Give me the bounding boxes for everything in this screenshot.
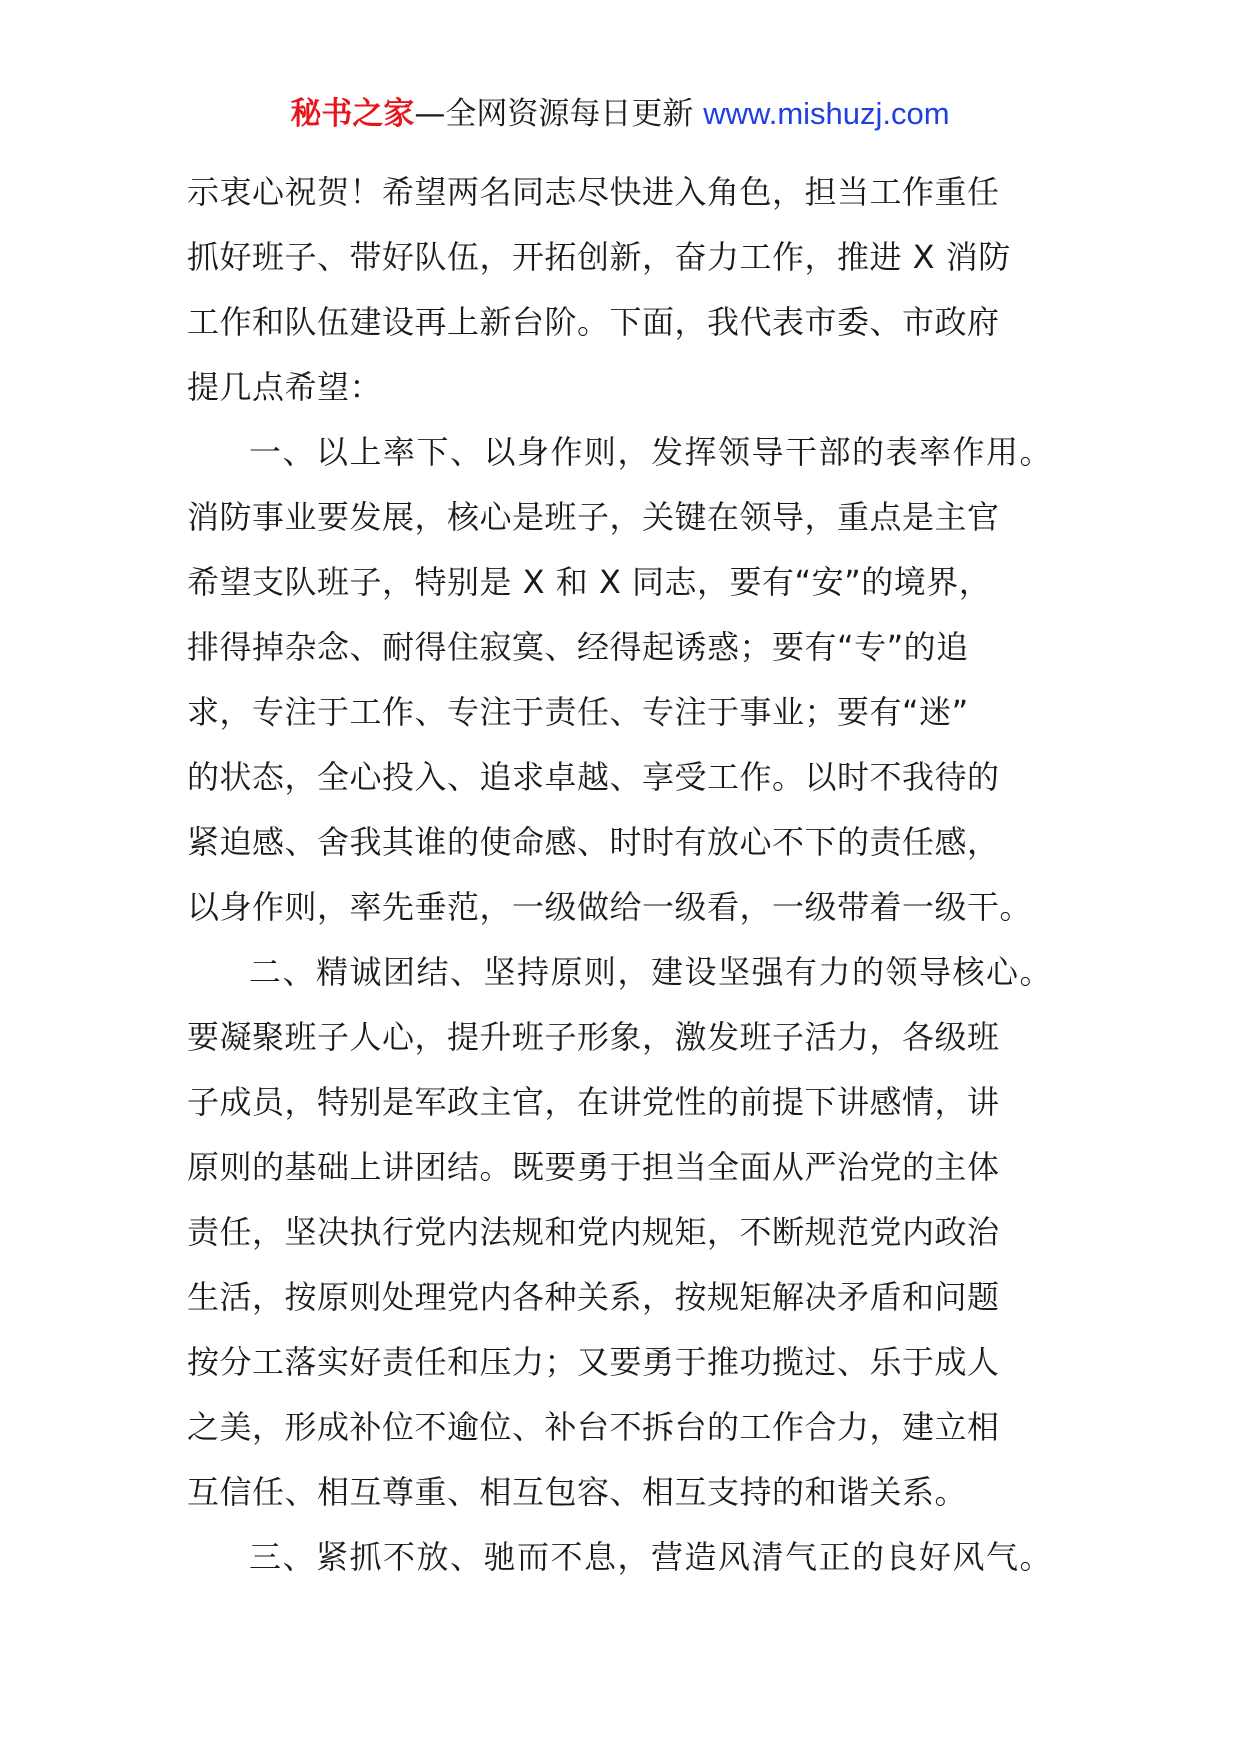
paragraph-line: 抓好班子、带好队伍，开拓创新，奋力工作，推进 X 消防 [187,238,1011,276]
paragraph-line: 紧迫感、舍我其谁的使命感、时时有放心不下的责任感， [187,823,1000,861]
paragraph-line: 生活，按原则处理党内各种关系，按规矩解决矛盾和问题 [187,1278,1000,1316]
paragraph-line: 排得掉杂念、耐得住寂寞、经得起诱惑；要有“专”的追 [187,628,969,666]
paragraph-line: 求，专注于工作、专注于责任、专注于事业；要有“迷” [187,693,969,731]
paragraph-line: 消防事业要发展，核心是班子，关键在领导，重点是主官 [187,498,1000,536]
brand-name: 秘书之家 [290,96,415,132]
site-url-link[interactable]: www.mishuzj.com [703,96,950,131]
paragraph-line: 提几点希望： [187,368,383,406]
paragraph-line: 互信任、相互尊重、相互包容、相互支持的和谐关系。 [187,1473,968,1511]
paragraph-line: 原则的基础上讲团结。既要勇于担当全面从严治党的主体 [187,1148,1000,1186]
site-header [0,92,1240,136]
paragraph-line: 子成员，特别是军政主官，在讲党性的前提下讲感情，讲 [187,1083,1000,1121]
paragraph-line: 工作和队伍建设再上新台阶。下面，我代表市委、市政府 [187,303,1000,341]
section-heading-line: 二、精诚团结、坚持原则，建设坚强有力的领导核心。 [249,953,1054,991]
site-slogan: —全网资源每日更新 [414,96,704,132]
paragraph-line: 责任，坚决执行党内法规和党内规矩，不断规范党内政治 [187,1213,1000,1251]
paragraph-line: 示衷心祝贺！希望两名同志尽快进入角色，担当工作重任 [187,173,1000,211]
section-heading-line: 三、紧抓不放、驰而不息，营造风清气正的良好风气。 [249,1538,1054,1576]
document-body [187,160,1067,1590]
paragraph-line: 的状态，全心投入、追求卓越、享受工作。以时不我待的 [187,758,1000,796]
paragraph-line: 以身作则，率先垂范，一级做给一级看，一级带着一级干。 [187,888,1033,926]
paragraph-line: 希望支队班子，特别是 X 和 X 同志，要有“安”的境界， [187,563,992,601]
paragraph-line: 之美，形成补位不逾位、补台不拆台的工作合力，建立相 [187,1408,1000,1446]
section-heading-line: 一、以上率下、以身作则，发挥领导干部的表率作用。 [249,433,1054,471]
paragraph-line: 按分工落实好责任和压力；又要勇于推功揽过、乐于成人 [187,1343,1000,1381]
paragraph-line: 要凝聚班子人心，提升班子形象，激发班子活力，各级班 [187,1018,1000,1056]
